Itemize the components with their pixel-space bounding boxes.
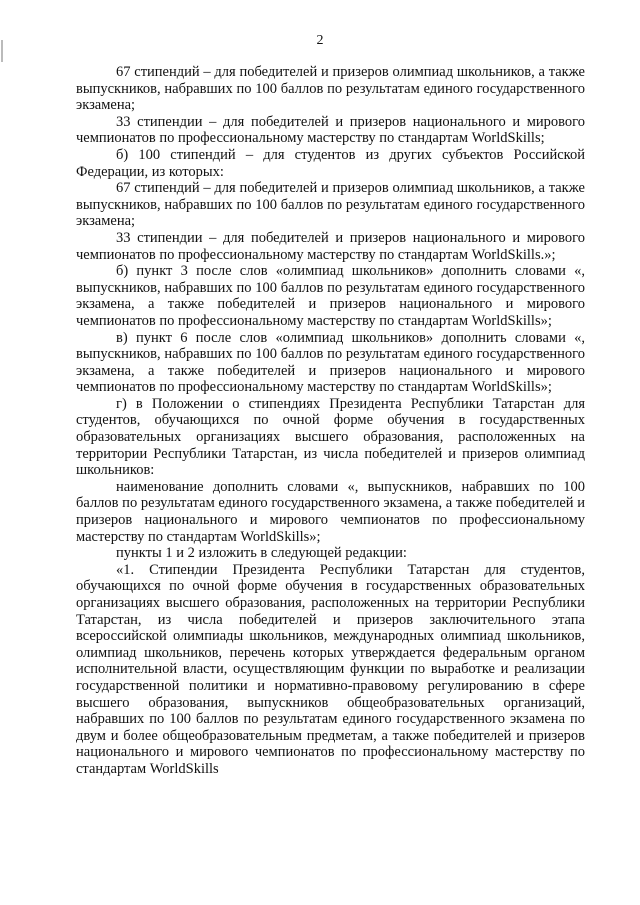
paragraph: б) 100 стипендий – для студентов из других субъектов Российской Федерации, из которых:: [76, 146, 585, 180]
paragraph: «1. Стипендии Президента Республики Татарстан для студентов, обучающихся по очной форме обучения в государственных образовательных организациях высшего образования, расположенных на территории Республики Татарстан, из числа победителей и призеров заключительного этапа всероссийской олимпиады школьников, международных олимпиад школьников, олимпиад школьников, перечень которых утверждается федеральным органом исполнительной власти, осуществляющим функции по выработке и реализации государственной политики и нормативно-правовому регулированию в сфере высшего образования, выпускников общеобразовательных организаций, набравших по 100 баллов по результатам единого государственного экзамена по двум и более общеобразовательным предметам, а также победителей и призеров национального и мирового чемпионатов по профессиональному мастерству по стандартам WorldSkills: [76, 561, 585, 777]
page-number: 2: [316, 33, 324, 48]
paragraph: 67 стипендий – для победителей и призеров олимпиад школьников, а также выпускников, набравших по 100 баллов по результатам единого государственного экзамена;: [76, 64, 585, 114]
paragraph: в) пункт 6 после слов «олимпиад школьников» дополнить словами «, выпускников, набравших по 100 баллов по результатам единого государственного экзамена, а также победителей и призеров национального и мирового чемпионатов по профессиональному мастерству по стандартам WorldSkills»;: [76, 329, 585, 396]
paragraph: пункты 1 и 2 изложить в следующей редакции:: [116, 545, 407, 562]
paragraph: г) в Положении о стипендиях Президента Республики Татарстан для студентов, обучающихся по очной форме обучения в государственных образовательных организациях высшего образования, расположенных на территории Республики Татарстан, из числа победителей и призеров олимпиад школьников:: [76, 395, 585, 479]
paragraph: б) пункт 3 после слов «олимпиад школьников» дополнить словами «, выпускников, набравших по 100 баллов по результатам единого государственного экзамена, а также победителей и призеров национального и мирового чемпионатов по профессиональному мастерству по стандартам WorldSkills»;: [76, 263, 585, 329]
paragraph: 33 стипендии – для победителей и призеров национального и мирового чемпионатов по профессиональному мастерству по стандартам WorldSkills;: [76, 113, 585, 147]
paragraph: 67 стипендий – для победителей и призеров олимпиад школьников, а также выпускников, набравших по 100 баллов по результатам единого государственного экзамена;: [76, 180, 585, 230]
paragraph: 33 стипендии – для победителей и призеров национального и мирового чемпионатов по профессиональному мастерству по стандартам WorldSkills.»;: [76, 229, 585, 263]
paragraph: наименование дополнить словами «, выпускников, набравших по 100 баллов по результатам единого государственного экзамена, а также победителей и призеров национального и мирового чемпионатов по профессиональному мастерству по стандартам WorldSkills»;: [76, 478, 585, 545]
document-body: [76, 64, 585, 778]
